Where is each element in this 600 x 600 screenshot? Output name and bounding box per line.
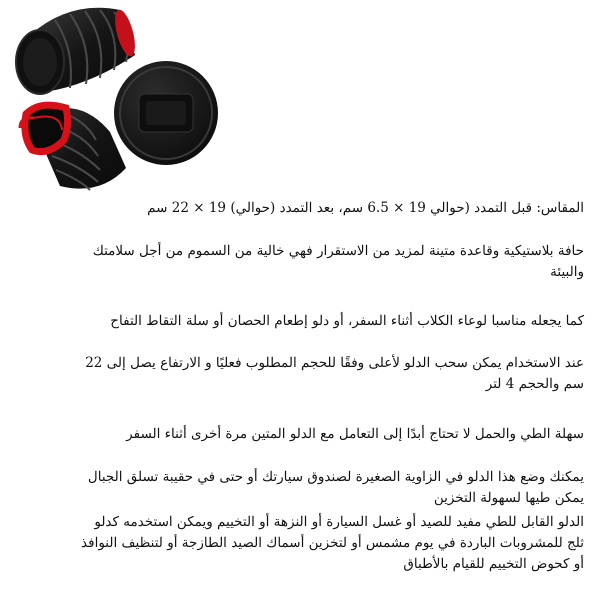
fold-text: سهلة الطي والحمل لا تحتاج أبدًا إلى التعامل مع الدلو المتين مرة أخرى أثناء السفر	[126, 426, 584, 442]
uses-text: كما يجعله مناسبا لوعاء الكلاب أثناء السفر، أو دلو إطعام الحصان أو سلة التقاط التفاح	[110, 313, 584, 329]
dimensions-text: المقاس: قبل التمدد (حوالي 19 × 6.5 سم، بعد التمدد (حوالي) 19 × 22 سم	[147, 200, 584, 216]
material-text: حافة بلاستيكية وقاعدة متينة لمزيد من الاستقرار فهي خالية من السموم من أجل سلامتك والبيئة	[92, 243, 584, 280]
bucket-base-view	[114, 61, 218, 165]
collapsed-bucket-side	[16, 8, 139, 94]
expanded-bucket	[20, 105, 126, 190]
storage-text: يمكنك وضع هذا الدلو في الزاوية الصغيرة لصندوق سيارتك أو حتى في حقيبة تسلق الجبال يمكن طيها لسهولة التخزين	[87, 469, 584, 506]
product-photo	[0, 0, 230, 200]
extend-text: عند الاستخدام يمكن سحب الدلو لأعلى وفقًا للحجم المطلوب فعليًا و الارتفاع يصل إلى 22 سم والحجم 4 لتر	[85, 355, 584, 392]
multi-use-text: الدلو القابل للطي مفيد للصيد أو غسل السيارة أو النزهة أو التخييم ويمكن استخدمه كدلو ثلج للمشروبات الباردة في يوم مشمس أو لتخزين أسماك الصيد الطازجة أو لتنظيف النوافذ أو كحوض التخييم للقيام بالأطباق	[81, 514, 584, 572]
